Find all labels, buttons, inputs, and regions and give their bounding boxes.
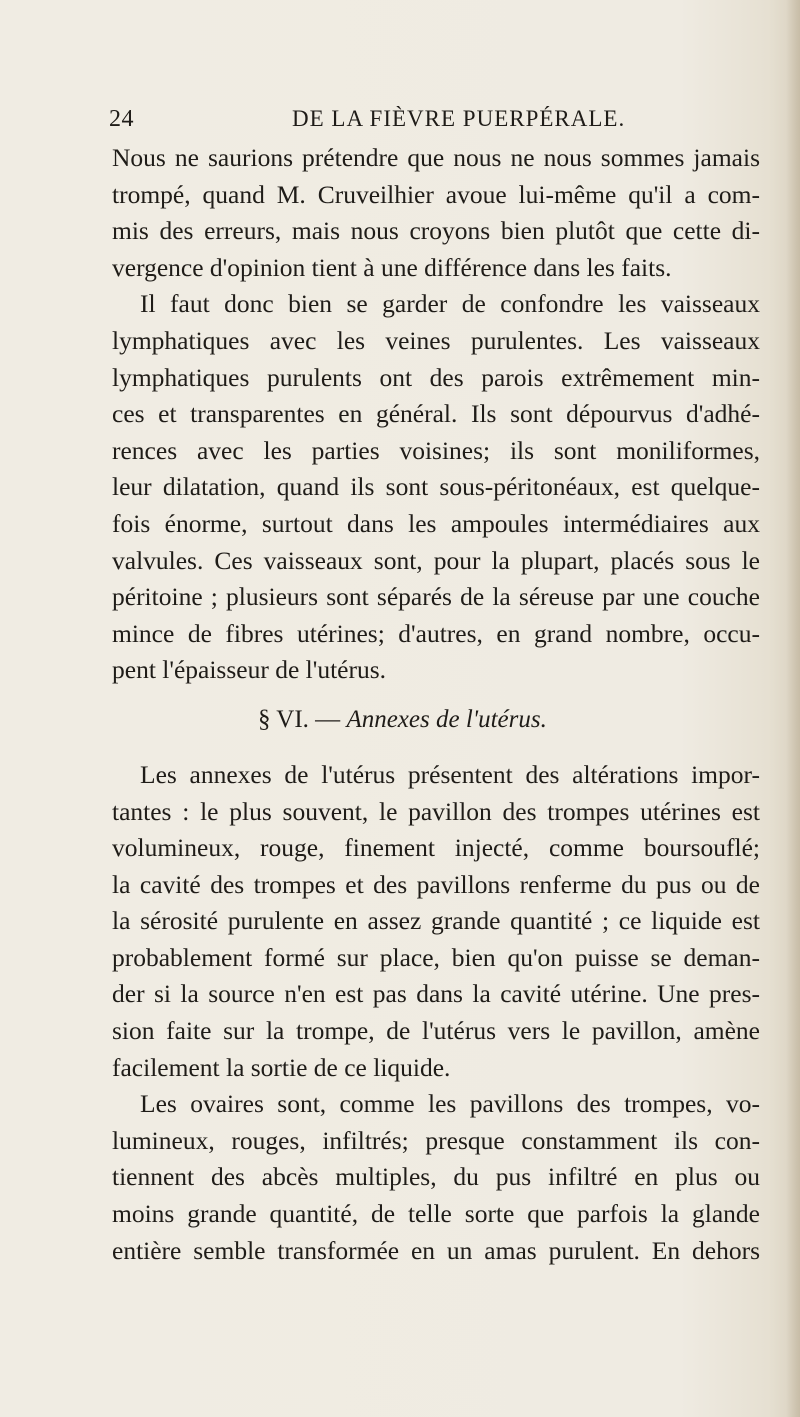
section-heading [112, 695, 760, 745]
text-line: Les annexes de l'utérus présentent des altérations impor- [140, 759, 760, 789]
text-line: moins grande quantité, de telle sorte que parfois la glande [112, 1199, 760, 1229]
section-number: § VI. — [258, 705, 341, 733]
text-line: Les ovaires sont, comme les pavillons des trompes, vo- [140, 1089, 760, 1119]
text-line: Nous ne saurions prétendre que nous ne nous sommes jamais [112, 143, 760, 172]
paragraph-2 [112, 286, 760, 689]
text-line: tiennent des abcès multiples, du pus infiltré en plus ou [112, 1162, 760, 1192]
body-text [112, 140, 760, 1269]
text-line: valvules. Ces vaisseaux sont, pour la plupart, placés sous le [112, 545, 760, 575]
text-line: probablement formé sur place, bien qu'on puisse se deman- [112, 942, 760, 972]
text-line: péritoine ; plusieurs sont séparés de la séreuse par une couche [112, 582, 760, 612]
text-line: vergence d'opinion tient à une différence dans les faits. [112, 252, 672, 282]
running-title: DE LA FIÈVRE PUERPÉRALE. [292, 106, 626, 131]
text-line: la cavité des trompes et des pavillons renferme du pus ou de [112, 869, 760, 899]
text-line: trompé, quand M. Cruveilhier avoue lui-même qu'il a com- [112, 179, 760, 209]
text-line: leur dilatation, quand ils sont sous-péritonéaux, est quelque- [112, 472, 760, 502]
text-line: tantes : le plus souvent, le pavillon des trompes utérines est [112, 796, 760, 826]
text-line: facilement la sortie de ce liquide. [112, 1052, 451, 1082]
text-line: volumineux, rouge, finement injecté, comme boursouflé; [112, 833, 760, 863]
paragraph-1 [112, 140, 760, 286]
text-line: la sérosité purulente en assez grande quantité ; ce liquide est [112, 906, 760, 936]
page-header [0, 104, 800, 138]
text-line: sion faite sur la trompe, de l'utérus vers le pavillon, amène [112, 1016, 760, 1046]
section-title: Annexes de l'utérus. [346, 705, 547, 733]
text-line: lymphatiques purulents ont des parois extrêmement min- [112, 362, 760, 392]
text-line: mis des erreurs, mais nous croyons bien plutôt que cette di- [112, 216, 760, 246]
text-line: mince de fibres utérines; d'autres, en grand nombre, occu- [112, 618, 760, 648]
paragraph-4 [112, 1086, 760, 1269]
text-line: fois énorme, surtout dans les ampoules intermédiaires aux [112, 508, 760, 538]
text-line: entière semble transformée en un amas purulent. En dehors [112, 1235, 760, 1265]
paragraph-3 [112, 757, 760, 1086]
text-line: der si la source n'en est pas dans la cavité utérine. Une pres- [112, 979, 760, 1009]
text-line: Il faut donc bien se garder de confondre les vaisseaux [140, 289, 760, 319]
text-line: pent l'épaisseur de l'utérus. [112, 655, 387, 685]
text-line: rences avec les parties voisines; ils sont moniliformes, [112, 435, 760, 465]
text-line: lymphatiques avec les veines purulentes. Les vaisseaux [112, 325, 760, 355]
page-edge-shadow [786, 0, 800, 1417]
page-number: 24 [109, 106, 134, 132]
text-line: ces et transparentes en général. Ils sont dépourvus d'adhé- [112, 399, 760, 429]
text-line: lumineux, rouges, infiltrés; presque constamment ils con- [112, 1125, 760, 1155]
